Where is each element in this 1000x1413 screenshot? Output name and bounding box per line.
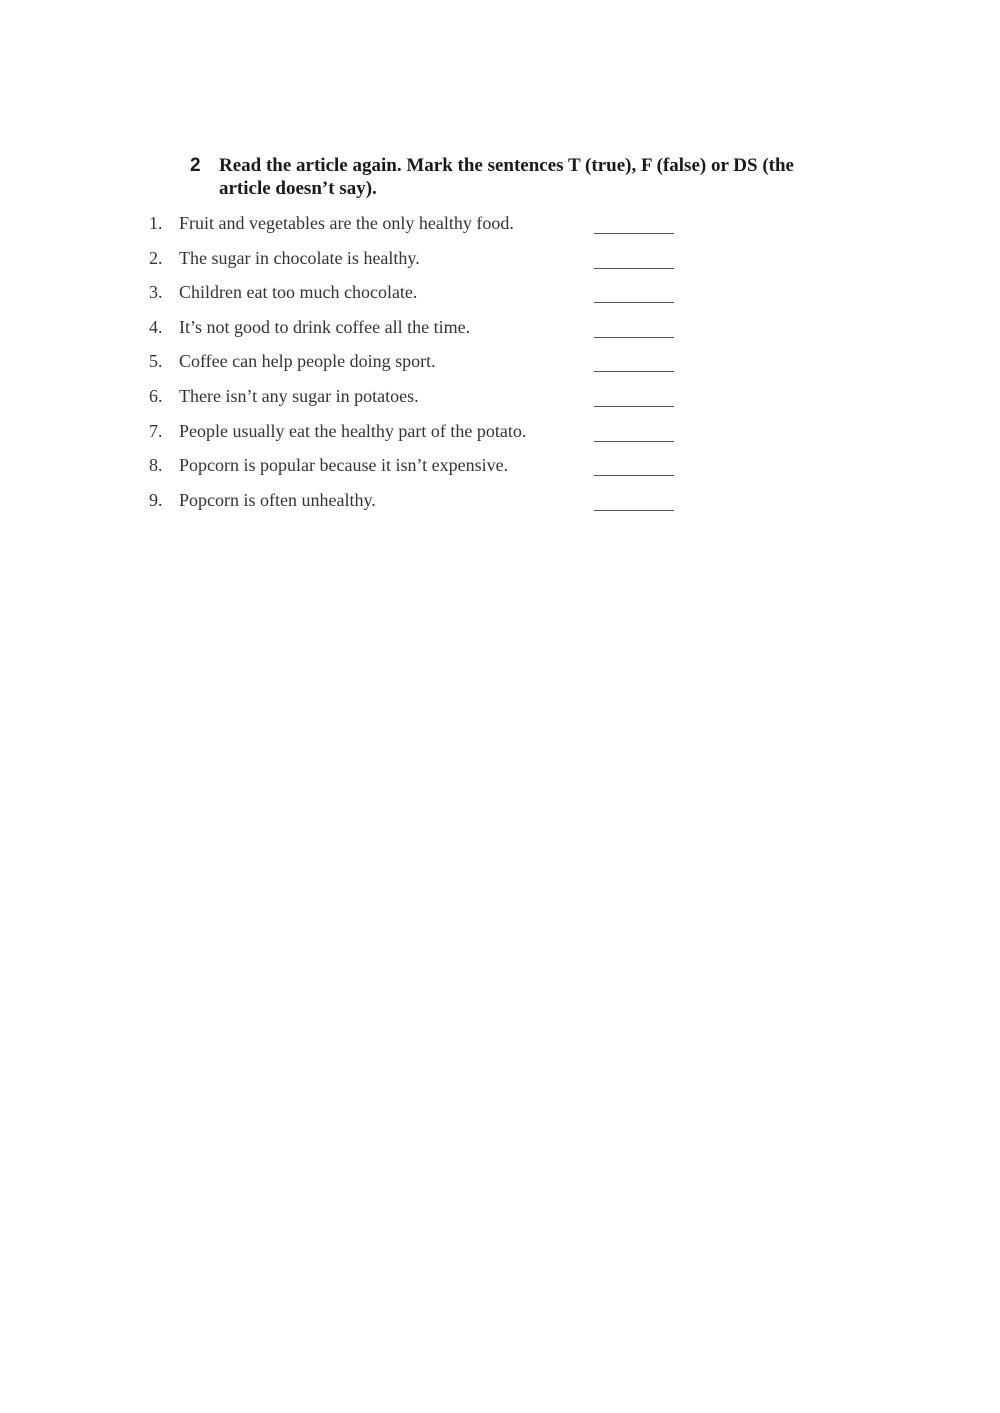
item-sentence: It’s not good to drink coffee all the time. <box>179 316 471 337</box>
item-sentence: Coffee can help people doing sport. <box>179 351 436 372</box>
item-sentence: There isn’t any sugar in potatoes. <box>179 385 419 406</box>
item-number: 8. <box>149 455 163 476</box>
item-number: 6. <box>149 385 163 406</box>
answer-blank[interactable] <box>594 268 674 269</box>
answer-blank[interactable] <box>594 337 674 338</box>
answer-blank[interactable] <box>594 302 674 303</box>
list-item <box>0 209 1000 244</box>
item-number: 7. <box>149 420 163 441</box>
answer-blank[interactable] <box>594 371 674 372</box>
answer-blank[interactable] <box>594 406 674 407</box>
item-number: 1. <box>149 213 163 233</box>
list-item <box>0 382 1000 417</box>
item-sentence: Fruit and vegetables are the only healthy food. <box>179 213 514 233</box>
item-sentence: The sugar in chocolate is healthy. <box>179 247 420 268</box>
list-item <box>0 347 1000 382</box>
exercise-instruction: Read the article again. Mark the sentences T (true), F (false) or DS (the article doesn’t say). <box>219 155 794 199</box>
item-sentence: Popcorn is often unhealthy. <box>179 489 376 510</box>
sentence-list <box>0 209 1000 520</box>
answer-blank[interactable] <box>594 510 674 511</box>
list-item <box>0 313 1000 348</box>
item-sentence: People usually eat the healthy part of the potato. <box>179 420 527 441</box>
list-item <box>0 451 1000 486</box>
item-number: 4. <box>149 316 163 337</box>
item-sentence: Popcorn is popular because it isn’t expensive. <box>179 455 509 476</box>
item-number: 5. <box>149 351 163 372</box>
answer-blank[interactable] <box>594 475 674 476</box>
item-sentence: Children eat too much chocolate. <box>179 282 418 303</box>
list-item <box>0 486 1000 521</box>
answer-blank[interactable] <box>594 233 674 234</box>
list-item <box>0 278 1000 313</box>
item-number: 9. <box>149 489 163 510</box>
exercise-number: 2 <box>190 155 201 176</box>
answer-blank[interactable] <box>594 441 674 442</box>
item-number: 3. <box>149 282 163 303</box>
list-item <box>0 244 1000 279</box>
list-item <box>0 417 1000 452</box>
item-number: 2. <box>149 247 163 268</box>
